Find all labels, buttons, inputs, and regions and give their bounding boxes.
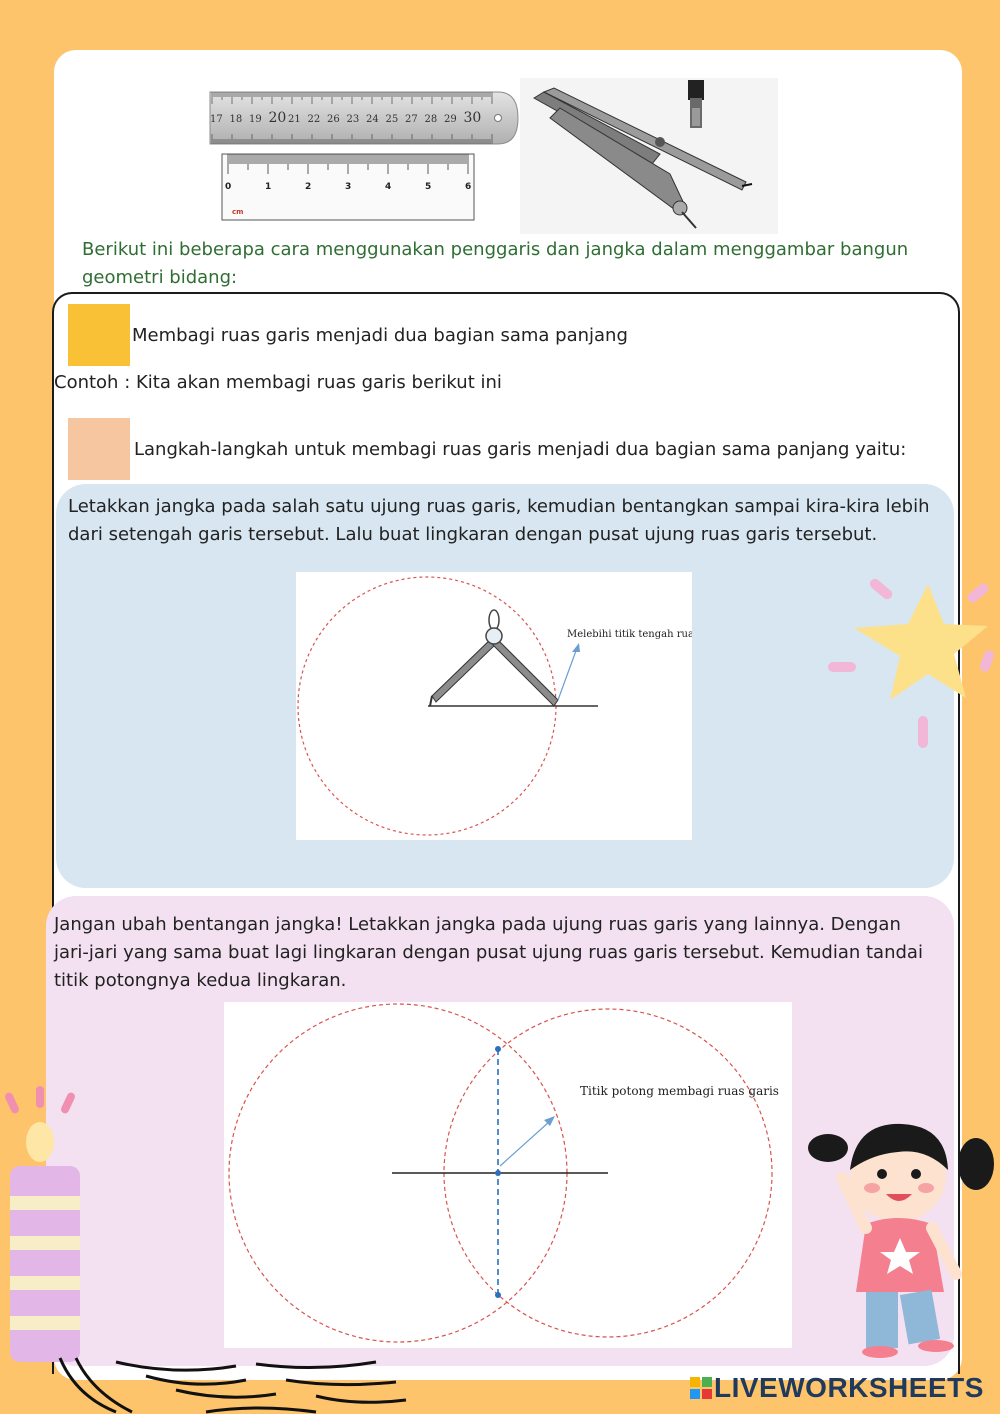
ruler-bottom-number: 0 — [225, 182, 232, 192]
ruler-top-number: 22 — [307, 114, 321, 125]
ruler-bottom-number: 3 — [345, 182, 352, 192]
step-2-text: Jangan ubah bentangan jangka! Letakkan jangka pada ujung ruas garis yang lainnya. Dengan jari-jari yang sama buat lagi lingkaran dengan pusat ujung ruas garis tersebut. Kemudian tandai titik potongnya kedua lingkaran. — [54, 914, 923, 991]
ruler-top-number: 21 — [288, 114, 301, 125]
ruler-bottom-number: 5 — [425, 182, 432, 192]
maze-decoration — [56, 1356, 416, 1414]
ruler-unit-label: cm — [232, 208, 244, 216]
bottom-intersection-point — [495, 1292, 501, 1298]
step-1-text: Letakkan jangka pada salah satu ujung ruas garis, kemudian bentangkan sampai kira-kira lebih dari setengah garis tersebut. Lalu buat lingkaran dengan pusat ujung ruas garis tersebut. — [68, 496, 930, 545]
arrow-head — [572, 643, 580, 652]
ruler-top-number: 23 — [346, 114, 360, 125]
ruler-bottom-number: 2 — [305, 182, 312, 192]
ruler-top-number: 17 — [210, 114, 223, 125]
arrow-line — [558, 648, 577, 700]
heading-marker-square — [68, 304, 130, 366]
liveworksheets-logo — [690, 1372, 984, 1404]
brand-text: LIVEWORKSHEETS — [714, 1372, 984, 1403]
rulers-image — [208, 88, 520, 224]
girl-decoration — [806, 1108, 1000, 1358]
ruler-top-number: 24 — [366, 114, 379, 125]
midpoint — [495, 1170, 501, 1176]
ruler-top-number: 29 — [444, 114, 457, 125]
steps-marker-square — [68, 418, 130, 480]
ruler-top-number: 19 — [249, 114, 262, 125]
ruler-bottom-number: 6 — [465, 182, 472, 192]
figure-2-label: Titik potong membagi ruas garis — [580, 1084, 779, 1098]
ruler-bottom-number: 1 — [265, 182, 272, 192]
ruler-top-number: 26 — [327, 114, 340, 125]
top-intersection-point — [495, 1046, 501, 1052]
ruler-top-number: 18 — [229, 114, 243, 125]
ruler-top-number: 28 — [424, 114, 438, 125]
step-1-figure — [296, 572, 692, 840]
compass-image — [520, 78, 778, 234]
ruler-top-number: 27 — [405, 114, 418, 125]
ruler-top-number: 20 — [268, 110, 287, 126]
step-2-figure — [224, 1002, 792, 1348]
liveworksheets-logo-icon — [690, 1377, 712, 1399]
star-decoration — [826, 576, 1000, 750]
ruler-bottom-number: 4 — [385, 182, 392, 192]
steps-heading: Langkah-langkah untuk membagi ruas garis menjadi dua bagian sama panjang yaitu: — [134, 439, 907, 460]
section-heading: Membagi ruas garis menjadi dua bagian sama panjang — [132, 325, 628, 346]
candle-decoration — [0, 1086, 110, 1362]
compass-drawing — [430, 610, 558, 706]
arrow-line — [500, 1122, 549, 1166]
intro-text: Berikut ini beberapa cara menggunakan penggaris dan jangka dalam menggambar bangun geometri bidang: — [82, 239, 909, 288]
figure-1-label: Melebihi titik tengah rua — [567, 629, 692, 640]
example-text: Contoh : Kita akan membagi ruas garis berikut ini — [54, 372, 502, 393]
ruler-top-number: 25 — [385, 114, 399, 125]
ruler-top-number: 30 — [463, 110, 482, 126]
